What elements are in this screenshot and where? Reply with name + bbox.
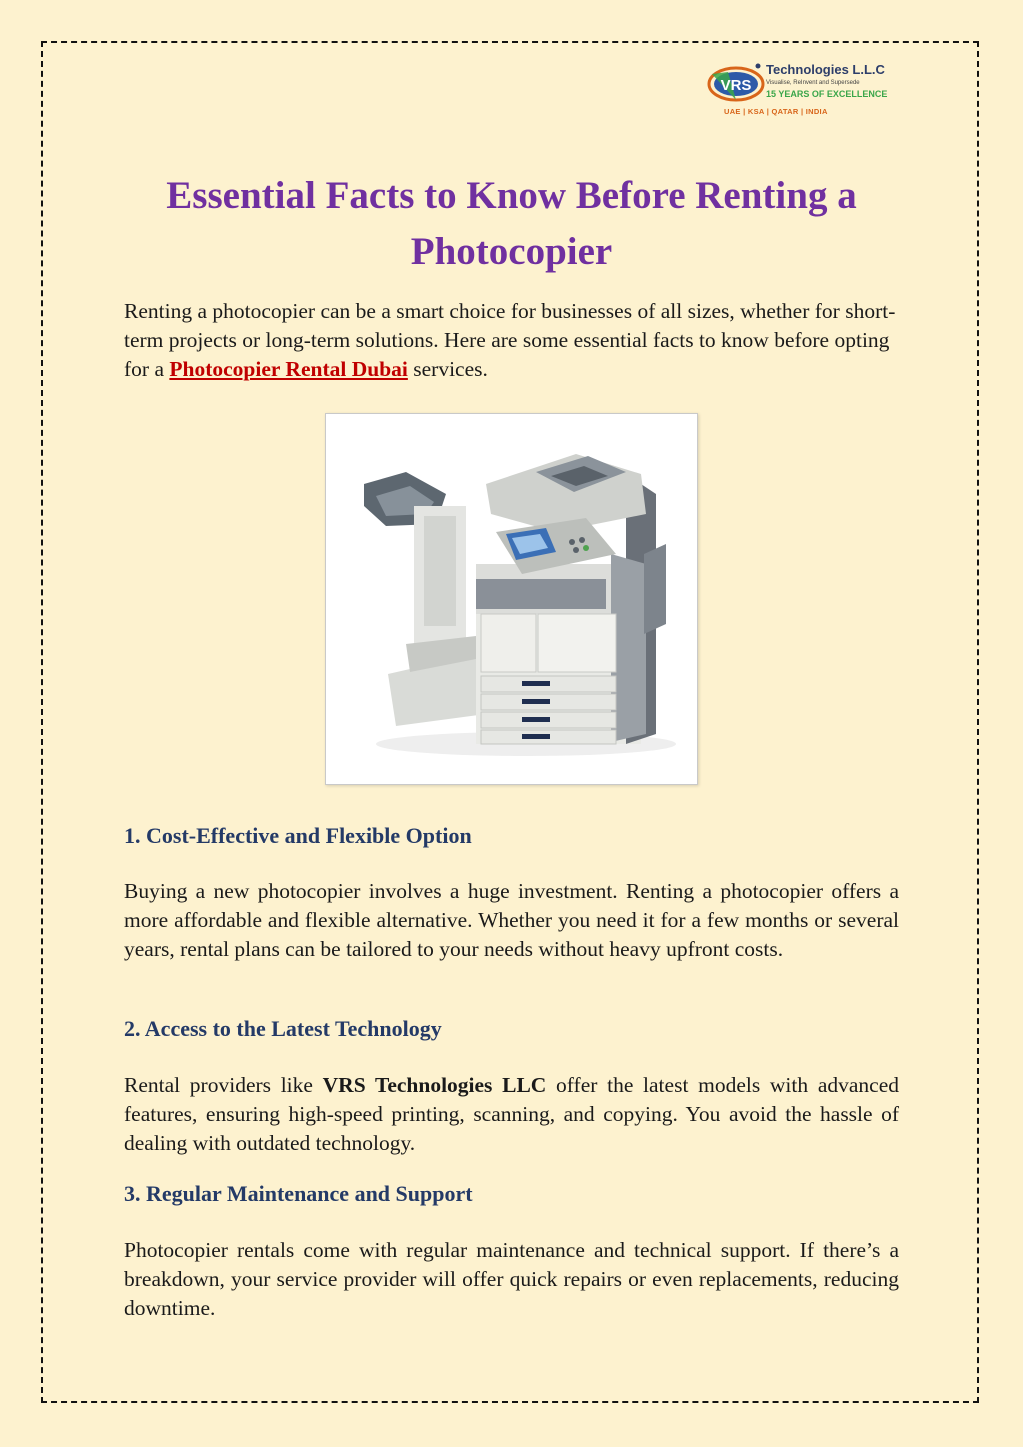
- section-body-latest-technology: [124, 1071, 899, 1158]
- intro-text: Renting a photocopier can be a smart choice for businesses of all sizes, whether for short-term projects or long-term solutions. Here are some essential facts to know before opting for a: [124, 299, 896, 381]
- intro-text-end: services.: [407, 357, 488, 381]
- section-body-cost-effective: Buying a new photocopier involves a huge investment. Renting a photocopier offers a more affordable and flexible alternative. Whether you need it for a few months or several years, rental plans can be tailored to your needs without heavy upfront costs.: [124, 879, 899, 961]
- section-body-text-end: offer the latest models with advanced features, ensuring high-speed printing, scanning, and copying. You avoid the hassle of dealing with outdated technology.: [124, 1073, 899, 1155]
- section-body-text: Rental providers like: [124, 1073, 323, 1097]
- intro-paragraph: [124, 297, 899, 384]
- section-heading-latest-technology: 2. Access to the Latest Technology: [124, 1016, 442, 1041]
- photocopier-rental-dubai-link[interactable]: Photocopier Rental Dubai: [169, 357, 408, 381]
- logo-regions: UAE | KSA | QATAR | INDIA: [724, 107, 828, 116]
- section-heading-cost-effective: 1. Cost-Effective and Flexible Option: [124, 823, 472, 848]
- logo-tagline: Visualise, ReInvent and Supersede: [766, 80, 860, 86]
- photocopier-image: [325, 413, 698, 785]
- section-body-maintenance: Photocopier rentals come with regular maintenance and technical support. If there’s a breakdown, your service provider will offer quick repairs or even replacements, reducing downtime.: [124, 1238, 899, 1320]
- page-title: Essential Facts to Know Before Renting a Photocopier: [166, 174, 857, 273]
- company-logo: [706, 60, 906, 122]
- vrs-technologies-name: VRS Technologies LLC: [322, 1073, 547, 1097]
- section-heading-maintenance: 3. Regular Maintenance and Support: [124, 1181, 473, 1206]
- vrs-logo-mark-icon: [706, 60, 766, 106]
- logo-mark-text: VRS: [720, 77, 752, 94]
- photocopier-icon: [326, 414, 697, 784]
- logo-company-name: Technologies L.L.C: [766, 62, 885, 77]
- logo-years-badge: 15 YEARS OF EXCELLENCE: [766, 89, 888, 99]
